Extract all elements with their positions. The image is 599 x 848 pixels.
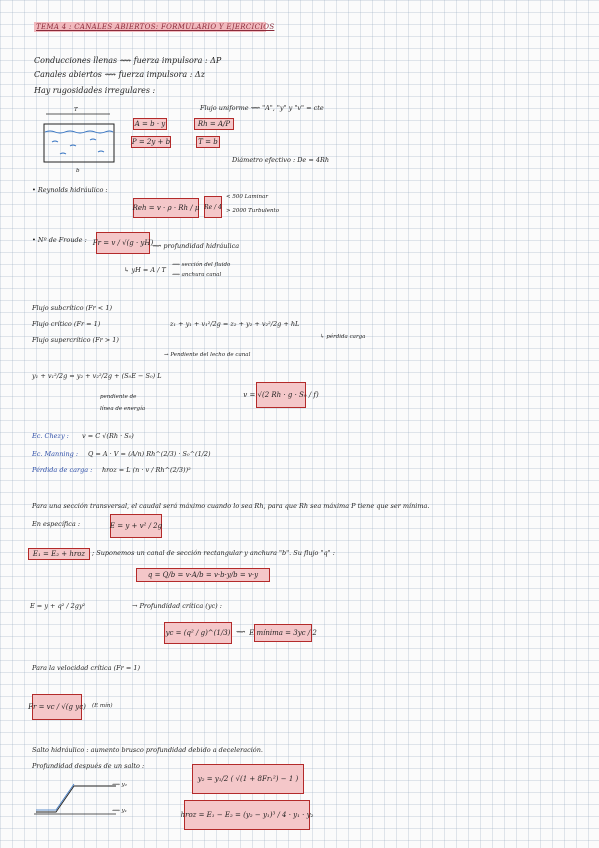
- manning-expr: Q = A · V = (A/n) Rh^(2/3) · S₀^(1/2): [88, 450, 211, 458]
- critical-froude-box: Fr = vc / √(g yc): [32, 694, 82, 720]
- energy-unit-flow: E = y + q² / 2gy²: [30, 602, 86, 610]
- bed-slope-note: → Pendiente del lecho de canal: [164, 352, 251, 358]
- y1-label: ⟿ y₁: [112, 808, 127, 814]
- laminar-range: < 500 Laminar: [226, 194, 268, 200]
- hydraulic-jump-text: Salto hidráulico : aumento brusco profundidad debido a deceleración.: [32, 746, 263, 754]
- regime-subcritical: Flujo subcrítico (Fr < 1): [32, 304, 112, 312]
- yh-formula: ↳ yH = A / T: [124, 266, 166, 274]
- intro-line-2: Canales abiertos ⟿ fuerza impulsora : Δz: [34, 70, 205, 79]
- reynolds-formula-box: Reh = v · ρ · Rh / μ: [133, 198, 199, 218]
- width-formula-box: T = b: [196, 136, 220, 148]
- re-fraction-box: Re / 4: [204, 196, 222, 218]
- manning-name: Ec. Manning :: [32, 450, 79, 458]
- intro-line-1: Conducciones llenas ⟿ fuerza impulsora : ΔP: [34, 56, 222, 65]
- head-loss-note: ↳ pérdida carga: [320, 334, 366, 340]
- regime-supercritical: Flujo supercrítico (Fr > 1): [32, 336, 119, 344]
- froude-label: • Nº de Froude :: [32, 236, 87, 244]
- wave-arrow: ⟿: [236, 628, 246, 636]
- regime-critical: Flujo crítico (Fr = 1): [32, 320, 101, 328]
- depth-after-jump-label: Profundidad después de un salto :: [32, 762, 145, 770]
- energy-line-note-2: línea de energía: [100, 406, 146, 412]
- turbulent-range: > 2000 Turbulento: [226, 208, 280, 214]
- critical-depth-box: yc = (q² / g)^(1/3): [164, 622, 232, 644]
- assumption-text: ; Suponemos un canal de sección rectangular y anchura "b". Su flujo "q" :: [92, 549, 335, 557]
- minimum-energy-box: E mínima = 3yc / 2: [254, 624, 312, 642]
- chezy-expr: v = C √(Rh · S₀): [82, 432, 134, 440]
- hydraulic-jump-sketch: [30, 774, 120, 830]
- energy-equation: z₁ + y₁ + v₁²/2g = z₂ + y₂ + v₂²/2g + hL: [170, 320, 300, 328]
- channel-width: ⟿ anchura canal: [172, 272, 222, 278]
- page-title: TEMA 4 : CANALES ABIERTOS: FORMULARIO Y EJERCICIOS: [36, 23, 275, 31]
- uniform-flow: Flujo uniforme ⟿ "A", "y" y "v" = cte: [200, 104, 324, 112]
- specific-energy-label: En específica :: [32, 520, 81, 528]
- rh-formula-box: Rh = A/P: [194, 118, 234, 130]
- fig-bottom-label: b: [76, 168, 80, 174]
- emin-note: (E mín): [92, 703, 113, 709]
- energy-slope-equation: y₁ + v₁²/2g = y₂ + v₂²/2g + (S₀E − S₀) L: [32, 372, 162, 380]
- energy-line-note-1: pendiente de: [100, 394, 137, 400]
- critical-velocity-label: Para la velocidad crítica (Fr = 1): [32, 664, 141, 672]
- unit-flow-box: q = Q/b = v·A/b = v·b·y/b = v·y: [136, 568, 270, 582]
- sequent-depth-box: y₂ = y₁/2 ( √(1 + 8Fr₁²) − 1 ): [192, 764, 304, 794]
- section-statement: Para una sección transversal, el caudal será máximo cuando lo sea Rh, para que Rh sea máxima P tiene que ser mínima.: [32, 502, 430, 510]
- jump-loss-box: hroz = E₁ − E₂ = (y₂ − y₁)³ / 4 · y₁ · y₂: [184, 800, 310, 830]
- specific-energy-box: E = y + v² / 2g: [110, 514, 162, 538]
- fluid-section: ⟿ sección del fluido: [172, 262, 231, 268]
- froude-formula-box: Fr = v / √(g · yH): [96, 232, 150, 254]
- fig-top-label: T: [74, 107, 78, 113]
- channel-sketch: [40, 110, 120, 172]
- headloss-expr: hroz = L (n · v / Rh^(2/3))²: [102, 466, 191, 474]
- area-formula-box: A = b · y: [134, 120, 166, 128]
- effective-diameter: Diámetro efectivo : De = 4Rh: [232, 156, 330, 164]
- reynolds-label: • Reynolds hidráulico :: [32, 186, 108, 194]
- velocity-formula-box: v = √(2 Rh · g · S₀ / f): [256, 382, 306, 408]
- perimeter-formula-box: P = 2y + b: [131, 138, 171, 146]
- y2-label: ⟿ y₂: [112, 782, 127, 788]
- headloss-name: Pérdida de carga :: [32, 466, 93, 474]
- hydraulic-depth: ⟿ profundidad hidráulica: [152, 242, 240, 250]
- chezy-name: Ec. Chezy :: [32, 432, 69, 440]
- critical-depth-label: → Profundidad crítica (yc) :: [132, 602, 222, 610]
- intro-line-3: Hay rugosidades irregulares :: [34, 86, 156, 95]
- energy-balance-box: E₁ = E₂ + hroz: [28, 548, 90, 560]
